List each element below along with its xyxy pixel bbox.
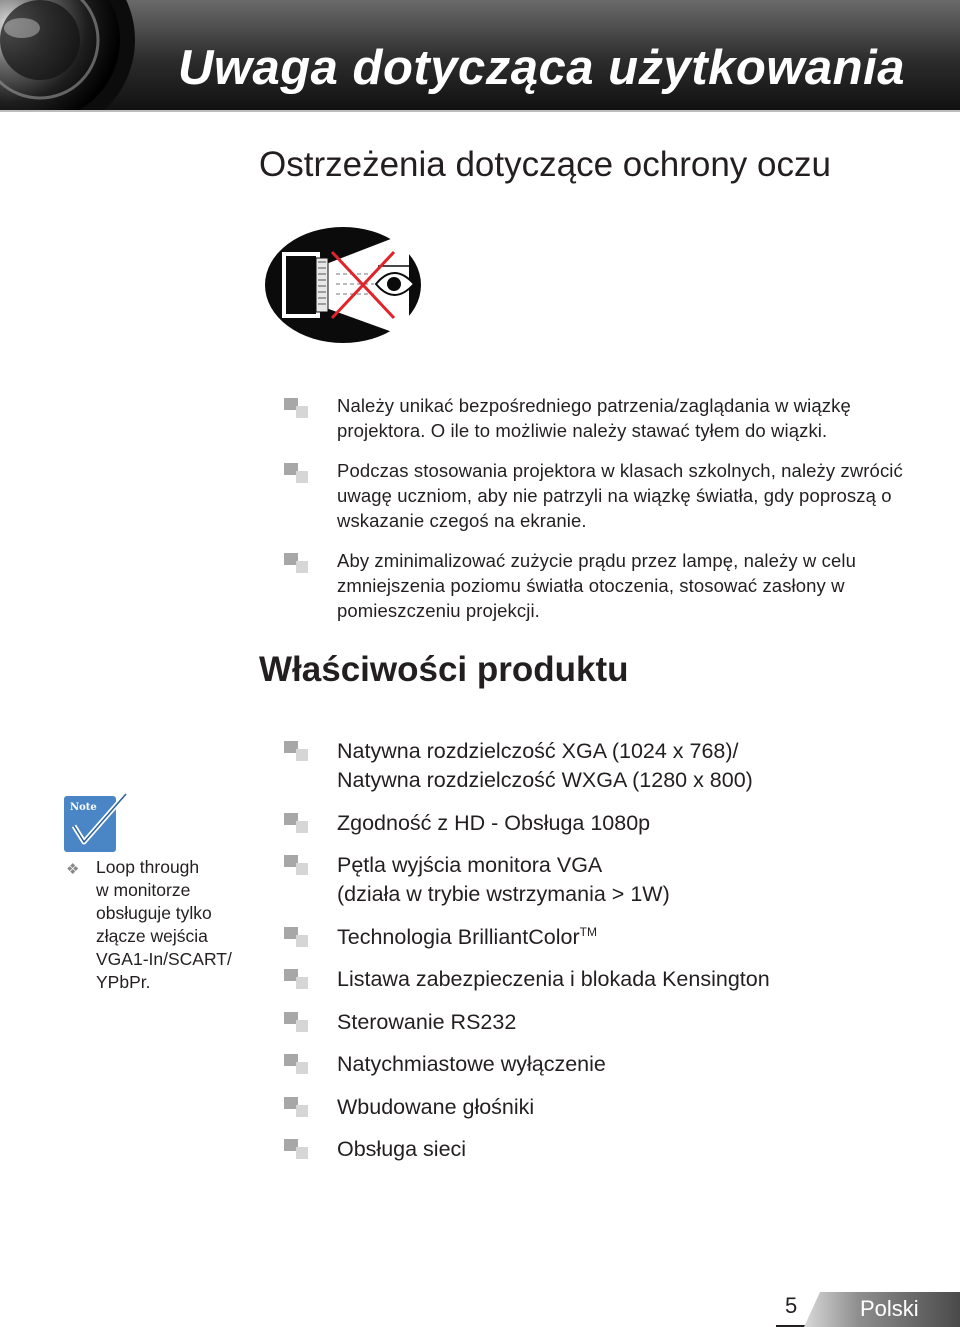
section-title-product-features: Właściwości produktu bbox=[259, 650, 629, 689]
bullet-square-icon bbox=[284, 969, 314, 989]
bullet-square-icon bbox=[284, 813, 314, 833]
bullet-square-icon bbox=[284, 855, 314, 875]
trademark: TM bbox=[579, 924, 597, 939]
bullet-square-icon bbox=[284, 1012, 314, 1032]
list-item: Pętla wyjścia monitora VGA (działa w trybie wstrzymania > 1W) bbox=[284, 851, 924, 909]
bullet-square-icon bbox=[284, 1097, 314, 1117]
features-list bbox=[284, 737, 924, 1178]
section-title-eye-safety: Ostrzeżenia dotyczące ochrony oczu bbox=[259, 145, 831, 184]
list-item: Należy unikać bezpośredniego patrzenia/zaglądania w wiązkę projektora. O ile to możliwie należy stawać tyłem do wiązki. bbox=[284, 393, 924, 443]
list-item: Wbudowane głośniki bbox=[284, 1093, 924, 1122]
bullet-square-icon bbox=[284, 741, 314, 761]
page-number: 5 bbox=[785, 1293, 798, 1318]
bullet-square-icon bbox=[284, 553, 314, 573]
list-item: Listawa zabezpieczenia i blokada Kensington bbox=[284, 965, 924, 994]
bullet-square-icon bbox=[284, 1139, 314, 1159]
bullet-square-icon bbox=[284, 398, 314, 418]
note-checkmark-icon bbox=[62, 790, 130, 854]
note-label: Note bbox=[70, 802, 97, 813]
language-label: Polski bbox=[860, 1296, 919, 1321]
header-band bbox=[0, 0, 960, 110]
header-divider bbox=[0, 110, 960, 112]
list-item: Technologia BrilliantColor™ bbox=[284, 923, 924, 952]
bullet-square-icon bbox=[284, 927, 314, 947]
page-title: Uwaga dotycząca użytkowania bbox=[178, 41, 905, 95]
list-item: Zgodność z HD - Obsługa 1080p bbox=[284, 809, 924, 838]
note-bullet-icon: ❖ bbox=[66, 861, 80, 878]
list-item: Podczas stosowania projektora w klasach szkolnych, należy zwrócić uwagę uczniom, aby nie patrzyli na wiązkę światła, gdy poproszą o wskazanie czegoś na ekranie. bbox=[284, 458, 924, 533]
list-item: Sterowanie RS232 bbox=[284, 1008, 924, 1037]
list-item: Natychmiastowe wyłączenie bbox=[284, 1050, 924, 1079]
bullet-square-icon bbox=[284, 463, 314, 483]
note-text: Loop through w monitorze obsługuje tylko złącze wejścia VGA1-In/SCART/ YPbPr. bbox=[96, 857, 232, 992]
lens-graphic-icon bbox=[0, 0, 140, 110]
list-item: Obsługa sieci bbox=[284, 1135, 924, 1164]
bullet-square-icon bbox=[284, 1054, 314, 1074]
eye-warning-illustration bbox=[264, 226, 422, 344]
list-item: Aby zminimalizować zużycie prądu przez lampę, należy w celu zmniejszenia poziomu światła otoczenia, stosować zasłony w pomieszczeniu projekcji. bbox=[284, 548, 924, 623]
list-item: Natywna rozdzielczość XGA (1024 x 768)/ Natywna rozdzielczość WXGA (1280 x 800) bbox=[284, 737, 924, 795]
eye-safety-list bbox=[284, 393, 924, 638]
